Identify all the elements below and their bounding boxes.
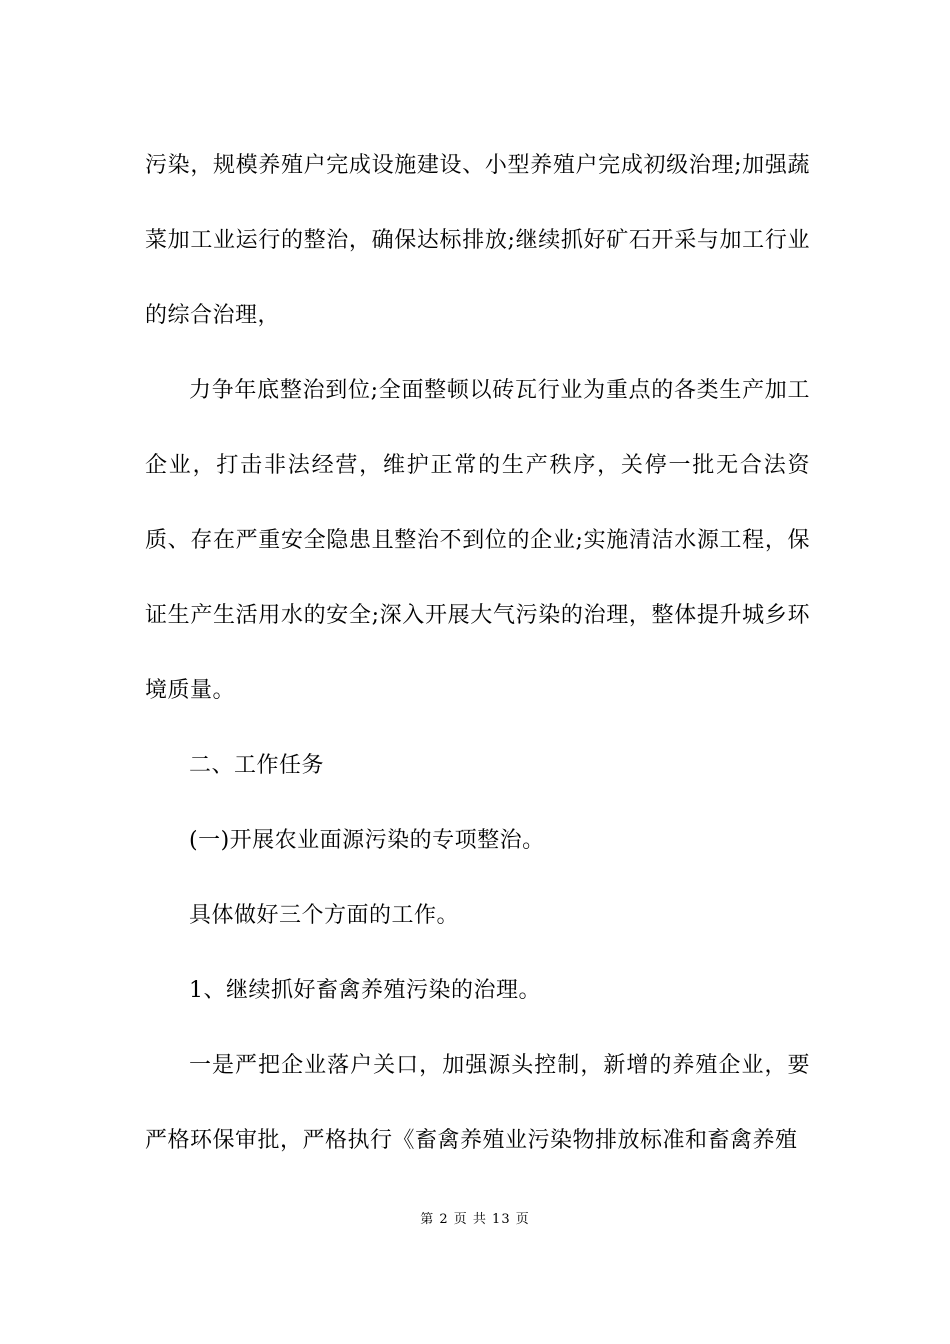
paragraph-three-aspects: 具体做好三个方面的工作。	[189, 903, 460, 928]
document-body	[145, 128, 810, 1178]
paragraph-strict-approval: 一是严把企业落户关口，加强源头控制，新增的养殖企业，要严格环保审批，严格执行《畜禽养殖业污染物排放标准和畜禽养殖	[145, 1053, 810, 1153]
paragraph-continued: 污染，规模养殖户完成设施建设、小型养殖户完成初级治理;加强蔬菜加工业运行的整治，确保达标排放;继续抓好矿石开采与加工行业的综合治理，	[145, 153, 810, 328]
section-heading-work-tasks: 二、工作任务	[189, 753, 325, 778]
paragraph-rectification-goals: 力争年底整治到位;全面整顿以砖瓦行业为重点的各类生产加工企业，打击非法经营，维护正常的生产秩序，关停一批无合法资质、存在严重安全隐患且整治不到位的企业;实施清洁水源工程，保证生产生活用水的安全;深入开展大气污染的治理，整体提升城乡环境质量。	[145, 378, 810, 703]
page-number-footer: 第 2 页 共 13 页	[420, 1212, 530, 1227]
item-heading-livestock: 1、继续抓好畜禽养殖污染的治理。	[189, 978, 541, 1003]
subsection-heading-agriculture: (一)开展农业面源污染的专项整治。	[189, 828, 545, 853]
